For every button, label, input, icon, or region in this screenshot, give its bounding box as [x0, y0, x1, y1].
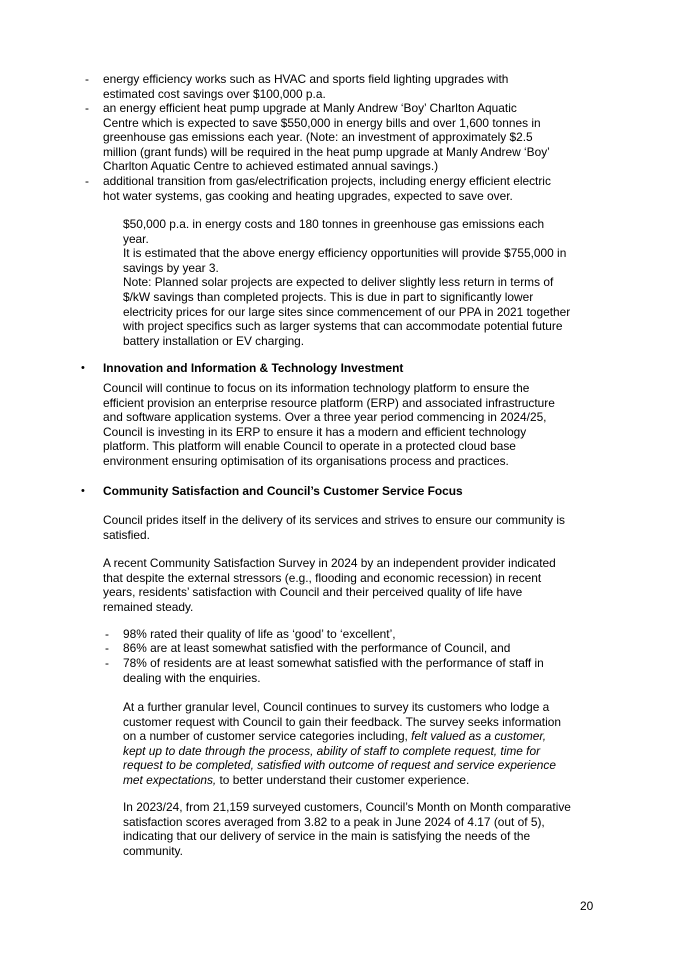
- list-item: - energy efficiency works such as HVAC and sports field lighting upgrades with estimated cost savings over $100,000 p.a.: [85, 72, 509, 101]
- list-item: - additional transition from gas/electrification projects, including energy efficient electric hot water systems, gas cooking and heating upgrades, expected to save over.: [85, 174, 551, 203]
- innovation-paragraph: Council will continue to focus on its information technology platform to ensure the efficient provision an enterprise resource platform (ERP) and associated infrastructure and software application systems. Over a three year period commencing in 2024/25, Council is investing in its ERP to ensure it has a modern and efficient technology platform. This platform will enable Council to operate in a protected cloud base environment ensuring optimisation of its organisations process and practices.: [103, 381, 555, 468]
- granular-paragraph: At a further granular level, Council continues to survey its customers who lodge a customer request with Council to gain their feedback. The survey seeks information on a number of customer service categories including, felt valued as a customer, kept up to date through the process, ability of staff to complete request, time for request to be completed, satisfied with outcome of request and service experience met expectations, to better understand their customer experience.: [123, 700, 561, 787]
- list-item: - 98% rated their quality of life as ‘good’ to ‘excellent’,: [105, 627, 396, 641]
- community-heading: Community Satisfaction and Council’s Customer Service Focus: [103, 484, 463, 498]
- list-item: - 86% are at least somewhat satisfied with the performance of Council, and: [105, 641, 511, 655]
- survey-paragraph: A recent Community Satisfaction Survey in 2024 by an independent provider indicated that despite the external stressors (e.g., flooding and economic recession) in recent years, residents’ satisfaction with Council and their perceived quality of life have remained steady.: [103, 556, 556, 614]
- results-paragraph: In 2023/24, from 21,159 surveyed customers, Council’s Month on Month comparative satisfaction scores averaged from 3.82 to a peak in June 2024 of 4.17 (out of 5), indicating that our delivery of service in the main is satisfying the needs of the community.: [123, 800, 571, 858]
- energy-savings-paragraph: $50,000 p.a. in energy costs and 180 tonnes in greenhouse gas emissions each year. It is estimated that the above energy efficiency opportunities will provide $755,000 in savings by year 3. Note: Planned solar projects are expected to deliver slightly less return in terms of $/kW savings than completed projects. This is due in part to significantly lower electricity prices for our large sites since commencement of our PPA in 2021 together with project specifics such as larger systems that can accommodate potential future battery installation or EV charging.: [123, 217, 571, 348]
- list-item: - 78% of residents are at least somewhat satisfied with the performance of staff in dealing with the enquiries.: [105, 656, 544, 685]
- page-number: 20: [580, 899, 594, 913]
- innovation-heading: Innovation and Information & Technology Investment: [103, 361, 404, 375]
- list-item: - an energy efficient heat pump upgrade at Manly Andrew ‘Boy’ Charlton Aquatic Centre which is expected to save $550,000 in energy bills and over 1,600 tonnes in greenhouse gas emissions each year. (Note: an investment of approximately $2.5 million (grant funds) will be required in the heat pump upgrade at Manly Andrew ‘Boy’ Charlton Aquatic Centre to achieved estimated annual savings.): [85, 101, 550, 174]
- bullet-icon: •: [81, 485, 85, 497]
- community-intro-paragraph: Council prides itself in the delivery of its services and strives to ensure our community is satisfied.: [103, 513, 565, 542]
- bullet-icon: •: [81, 362, 85, 374]
